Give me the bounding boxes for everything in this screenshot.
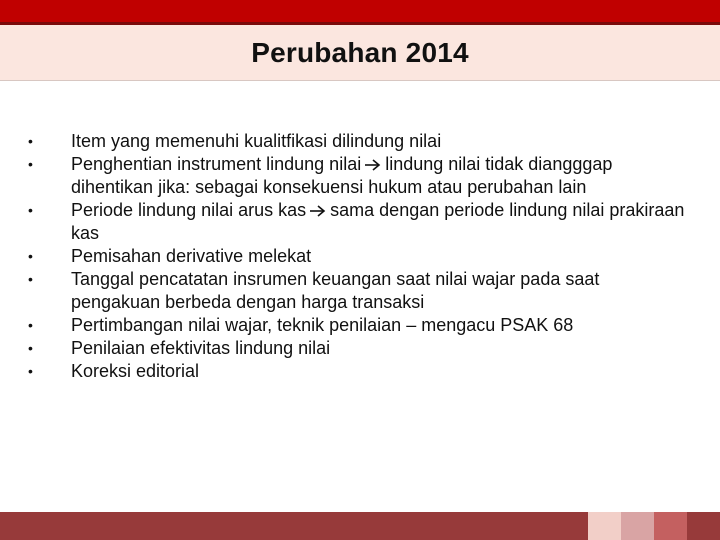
bullet-dot-icon: •	[28, 271, 33, 287]
bullet-dot-icon: •	[28, 156, 33, 172]
bullet-dot-icon: •	[28, 317, 33, 333]
bullet-item	[28, 360, 688, 383]
bullet-item	[28, 153, 688, 199]
title-band	[0, 25, 720, 80]
bullet-dot-icon: •	[28, 363, 33, 379]
bullet-text-continued: lindung nilai tidak diangggap dihentikan jika: sebagai konsekuensi hukum atau perubahan lain	[71, 154, 613, 197]
bullet-text: Pertimbangan nilai wajar, teknik penilaian – mengacu PSAK 68	[71, 315, 574, 335]
bullet-list	[28, 130, 688, 383]
bullet-text: Pemisahan derivative melekat	[71, 246, 312, 266]
footer-square	[654, 512, 687, 540]
bullet-text: Koreksi editorial	[71, 361, 200, 381]
footer-square	[687, 512, 720, 540]
bullet-text: Item yang memenuhi kualitfikasi dilindung nilai	[71, 131, 442, 151]
bullet-dot-icon: •	[28, 202, 33, 218]
footer-square	[621, 512, 654, 540]
bullet-item	[28, 314, 688, 337]
footer-square	[588, 512, 621, 540]
bullet-text: Tanggal pencatatan insrumen keuangan saat nilai wajar pada saat pengakuan berbeda dengan harga transaksi	[71, 269, 600, 312]
bullet-text-continued: sama dengan periode lindung nilai prakiraan kas	[71, 200, 685, 243]
bullet-item	[28, 268, 688, 314]
title-divider	[0, 80, 720, 81]
arrow-right-icon	[364, 158, 382, 172]
bullet-dot-icon: •	[28, 133, 33, 149]
bullet-text: Penghentian instrument lindung nilai	[71, 154, 362, 174]
bullet-text: Penilaian efektivitas lindung nilai	[71, 338, 331, 358]
bullet-dot-icon: •	[28, 340, 33, 356]
bullet-item	[28, 130, 688, 153]
bullet-item	[28, 337, 688, 360]
footer-bar	[0, 512, 588, 540]
slide-content	[28, 130, 688, 383]
bullet-item	[28, 199, 688, 245]
top-accent-bar	[0, 0, 720, 22]
arrow-right-icon	[309, 204, 327, 218]
bullet-dot-icon: •	[28, 248, 33, 264]
slide-title: Perubahan 2014	[251, 36, 469, 68]
bullet-text: Periode lindung nilai arus kas	[71, 200, 307, 220]
bullet-item	[28, 245, 688, 268]
